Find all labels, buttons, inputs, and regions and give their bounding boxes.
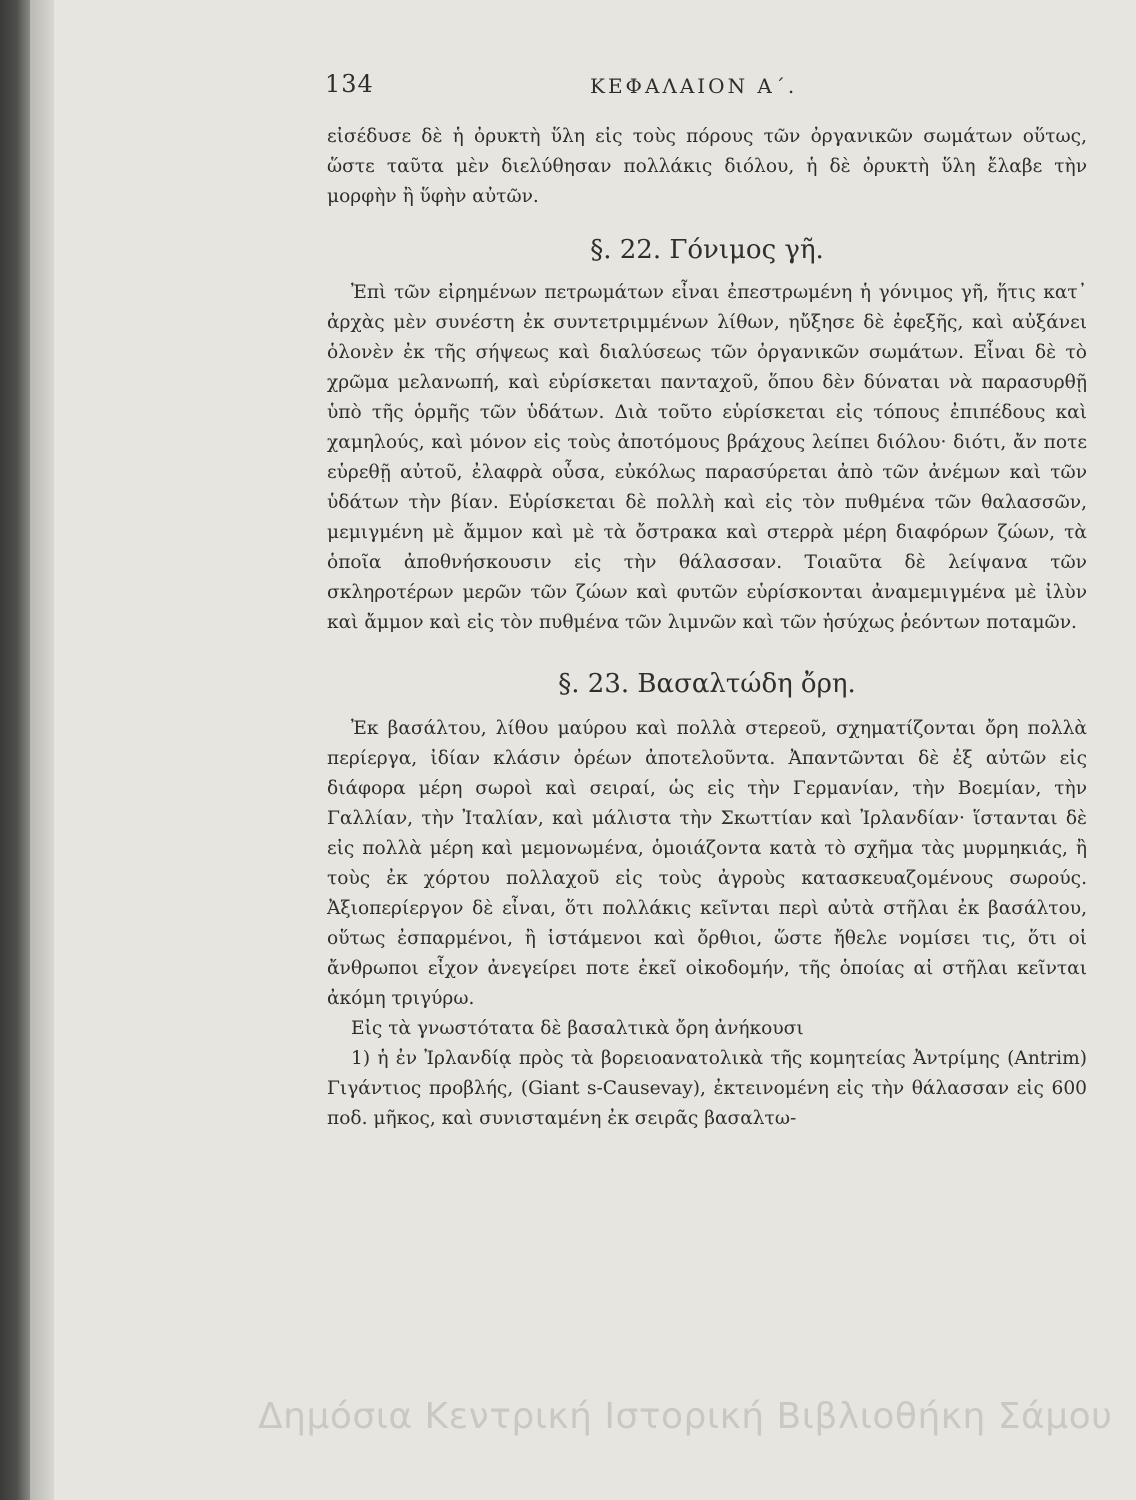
section-23-item-1: 1) ἡ ἐν Ἰρλανδίᾳ πρὸς τὰ βορειοανατολικὰ τῆς κομητείας Ἀντρίμης (Antrim) Γιγάντιος προβλής, (Giant s-Causevay), ἐκτεινομένη εἰς τὴν θάλασσαν εἰς 600 ποδ. μῆκος, καὶ συνισταμένη ἐκ σειρᾶς βασαλτω- bbox=[327, 1048, 1087, 1129]
intro-paragraph: εἰσέδυσε δὲ ἡ ὀρυκτὴ ὕλη εἰς τοὺς πόρους τῶν ὀργανικῶν σωμάτων οὕτως, ὥστε ταῦτα μὲν διελύθησαν πολλάκις διόλου, ἡ δὲ ὀρυκτὴ ὕλη ἔλαβε τὴν μορφὴν ἢ ὕφὴν αὐτῶν. bbox=[327, 126, 1087, 207]
page-edge-shadow bbox=[30, 0, 54, 1500]
running-head: ΚΕΦΑΛΑΙΟΝ Α΄. bbox=[590, 74, 798, 98]
section-22-heading: §. 22. Γόνιμος γῆ. bbox=[590, 235, 824, 265]
page-text bbox=[327, 122, 1087, 1134]
library-watermark: Δημόσια Κεντρική Ιστορική Βιβλιοθήκη Σάμου bbox=[258, 1396, 1113, 1437]
section-23-paragraph: Ἐκ βασάλτου, λίθου μαύρου καὶ πολλὰ στερεοῦ, σχηματίζονται ὄρη πολλὰ περίεργα, ἰδίαν κλάσιν ὀρέων ἀποτελοῦντα. Ἀπαντῶνται δὲ ἐξ αὐτῶν εἰς διάφορα μέρη σωροὶ καὶ σειραί, ὡς εἰς τὴν Γερμανίαν, τὴν Βοεμίαν, τὴν Γαλλίαν, τὴν Ἰταλίαν, καὶ μάλιστα τὴν Σκωττίαν καὶ Ἰρλανδίαν· ἵστανται δὲ εἰς πολλὰ μέρη καὶ μεμονωμένα, ὁμοιάζοντα κατὰ τὸ σχῆμα τὰς μυρμηκιάς, ἢ τοὺς ἐκ χόρτου πολλαχοῦ εἰς τοὺς ἀγροὺς κατασκευαζομένους σωρούς. Ἀξιοπερίεργον δὲ εἶναι, ὅτι πολλάκις κεῖνται περὶ αὐτὰ στῆλαι ἐκ βασάλτου, οὕτως ἐσπαρμένοι, ἢ ἱστάμενοι καὶ ὄρθιοι, ὥστε ἤθελε νομίσει τις, ὅτι οἱ ἄνθρωποι εἶχον ἀνεγείρει ποτε ἐκεῖ οἰκοδομήν, τῆς ὁποίας αἱ στῆλαι κεῖνται ἀκόμη τριγύρω. bbox=[327, 718, 1087, 1009]
section-22-paragraph: Ἐπὶ τῶν εἰρημένων πετρωμάτων εἶναι ἐπεστρωμένη ἡ γόνιμος γῆ, ἥτις κατ᾽ ἀρχὰς μὲν συνέστη ἐκ συντετριμμένων λίθων, ηὔξησε δὲ ἐφεξῆς, καὶ αὐξάνει ὁλονὲν ἐκ τῆς σήψεως καὶ διαλύσεως τῶν ὀργανικῶν σωμάτων. Εἶναι δὲ τὸ χρῶμα μελανωπή, καὶ εὑρίσκεται πανταχοῦ, ὅπου δὲν δύναται νὰ παρασυρθῇ ὑπὸ τῆς ὁρμῆς τῶν ὑδάτων. Διὰ τοῦτο εὑρίσκεται εἰς τόπους ἐπιπέδους καὶ χαμηλούς, καὶ μόνον εἰς τοὺς ἀποτόμους βράχους λείπει διόλου· διότι, ἄν ποτε εὑρεθῇ αὐτοῦ, ἐλαφρὰ οὖσα, εὐκόλως παρασύρεται ἀπὸ τῶν ἀνέμων καὶ τῶν ὑδάτων τὴν βίαν. Εὑρίσκεται δὲ πολλὴ καὶ εἰς τὸν πυθμένα τῶν θαλασσῶν, μεμιγμένη μὲ ἄμμον καὶ μὲ τὰ ὄστρακα καὶ στερρὰ μέρη διαφόρων ζώων, τὰ ὁποῖα ἀποθνήσκουσιν εἰς τὴν θάλασσαν. Τοιαῦτα δὲ λείψανα τῶν σκληροτέρων μερῶν τῶν ζώων καὶ φυτῶν εὑρίσκονται ἀναμεμιγμένα μὲ ἰλὺν καὶ ἄμμον καὶ εἰς τὸν πυθμένα τῶν λιμνῶν καὶ τῶν ἡσύχως ῥεόντων ποταμῶν. bbox=[327, 282, 1087, 633]
section-23-heading: §. 23. Βασαλτώδη ὄρη. bbox=[558, 669, 856, 699]
book-binding bbox=[0, 0, 30, 1500]
page-header bbox=[325, 70, 1087, 110]
section-23-lead: Εἰς τὰ γνωστότατα δὲ βασαλτικὰ ὄρη ἀνήκουσι bbox=[351, 1018, 804, 1039]
page-number: 134 bbox=[325, 70, 374, 98]
